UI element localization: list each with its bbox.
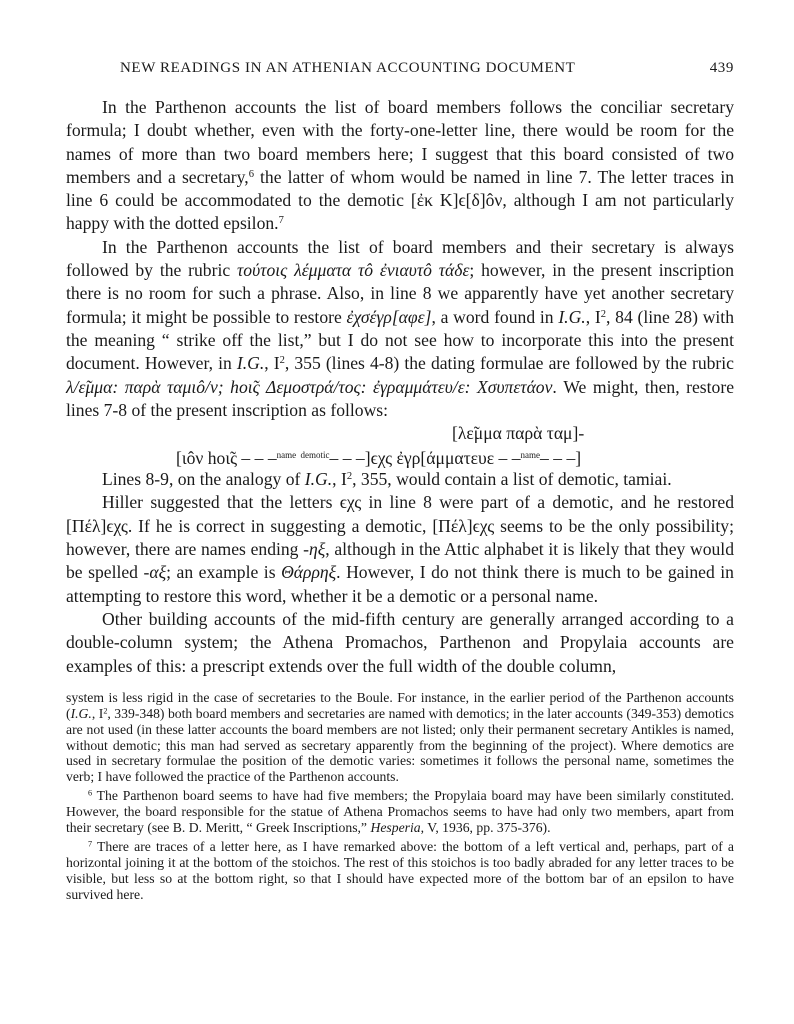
page-number: 439 <box>709 60 734 76</box>
text-run: Hiller suggested that the letters <box>102 492 340 513</box>
greek-restoration: ἐχσέγρ[αφε] <box>346 306 432 327</box>
footnote-ref-7: 7 <box>278 215 284 227</box>
text-run: ; an example is <box>166 562 282 583</box>
superscript: 2 <box>279 355 285 367</box>
main-text <box>66 96 734 678</box>
text-run: . If he is correct in suggesting a demotic, <box>127 515 433 536</box>
text-run: , I <box>332 469 347 490</box>
running-title: NEW READINGS IN AN ATHENIAN ACCOUNTING DOCUMENT <box>120 60 576 76</box>
label-name: name <box>520 450 541 461</box>
footnote-number: 6 <box>88 788 93 798</box>
text-run: , 355 (lines 4-8) the dating formulae are followed by the rubric <box>284 353 734 374</box>
label-name: name <box>276 450 297 461</box>
footnote-6 <box>66 788 734 836</box>
text-run: . We might, then, restore lines 7-8 of the present inscription as follows: <box>66 376 734 420</box>
text-run: in line 8 were part of a demotic, and he restored <box>361 492 735 513</box>
running-header <box>66 60 734 84</box>
footnote-ref-6: 6 <box>248 169 254 181</box>
text-run: . However, I do not think there is much to be gained in attempting to restore this word, whether it be a demotic or a personal name. <box>66 562 734 606</box>
text-run: , a word found in <box>431 306 559 327</box>
text-run: , I <box>91 705 104 721</box>
greek-restoration: [Πέλ]ϵχς <box>66 515 128 536</box>
formula-part: [ιôν hoι̃ς – – – <box>176 448 277 469</box>
text-run: , I <box>585 306 601 327</box>
text-run: seems to be the only possibility; however, there are names ending <box>66 515 734 560</box>
paragraph-2 <box>66 236 734 422</box>
formula-line-2 <box>176 444 581 470</box>
footnotes <box>66 690 734 903</box>
greek-name: Θάρρηξ <box>281 562 337 583</box>
page <box>66 60 734 903</box>
citation-ig: I.G. <box>70 705 92 721</box>
paragraph-1 <box>66 96 734 236</box>
greek-restoration: [Πέλ]ϵχς <box>432 515 495 536</box>
citation-ig: I.G. <box>558 306 586 327</box>
superscript: 2 <box>346 471 353 483</box>
paragraph-4 <box>66 491 734 607</box>
label-demotic: demotic <box>300 450 330 461</box>
footnote-7 <box>66 839 734 903</box>
greek-letters: ϵχς <box>339 492 362 513</box>
formula-part: – – –]ϵχς ἐγρ[άμματευε – – <box>329 448 521 469</box>
paragraph-5 <box>66 608 734 678</box>
superscript: 2 <box>600 308 606 320</box>
restoration-formula <box>66 422 734 468</box>
text-run: , although in the Attic alphabet it is likely that they would be spelled <box>66 539 734 583</box>
text-run: There are traces of a letter here, as I have remarked above: the bottom of a left vertical and, perhaps, part of a horizontal joining it at the bottom of the stoichos. The rest of this stoichos is too badly abraded for any letter traces to be visible, but less so at the bottom right, so that I should have expected more of the bottom bar of an epsilon to have survived here. <box>66 838 734 902</box>
text-run: ; however, in the present inscription there is no room for such a phrase. Also, in line 8 we apparently have yet another secretary formula; it might be possible to restore <box>66 260 734 327</box>
text-run: In the Parthenon accounts the list of board members and their secretary is always followed by the rubric <box>66 236 734 281</box>
citation-ig: I.G. <box>236 353 265 374</box>
greek-ending: -αξ <box>143 562 167 583</box>
text-run: Lines 8-9, on the analogy of <box>102 469 305 490</box>
text-run: , I <box>264 353 280 374</box>
formula-part: – – –] <box>540 448 582 469</box>
footnote-number: 7 <box>88 839 93 849</box>
text-run: system is less rigid in the case of secretaries to the Boule. For instance, in the earlier period of the Parthenon accounts ( <box>66 689 734 721</box>
footnote-continuation <box>66 690 734 785</box>
greek-rubric: λ/ε̃μμα: παρὰ ταμιô/ν; hoι̃ς Δεμοστρά/τος: ἐγραμμάτευ/ε: Χσυπετάον <box>66 376 553 397</box>
text-run: , 339-348) both board members and secretaries are named with demotics; in the later accounts (349-353) demotics are not used (in these latter accounts the board members are not listed; only their permanent secretary Antikles is named, without demotic; this man had served as secretary apparently from the beginning of the project). Where demotics are used in secretary formulae the position of the demotic varies: sometimes it follows the personal name, sometimes the verb; I have followed the practice of the Parthenon accounts. <box>66 705 734 785</box>
formula-line-1: [λε̃μμα παρὰ ταμ]- <box>452 423 585 444</box>
text-run: , 84 (line 28) with the meaning “ strike off the list,” but I do not see how to incorporate this into the present document. However, in <box>66 306 734 374</box>
text-run: In the Parthenon accounts the list of board members follows the conciliar secretary formula; I doubt whether, even with the forty-one-letter line, there would be room for the names of more than two board members here; I suggest that this board consisted of two members and a secretary, <box>66 97 734 187</box>
citation-ig: I.G. <box>304 469 333 490</box>
greek-ending: -ηξ <box>303 539 326 560</box>
superscript: 2 <box>103 706 108 716</box>
paragraph-3 <box>66 468 734 491</box>
journal-title: Hesperia <box>370 820 421 836</box>
text-run: , 355, would contain a list of demotic, tamiai. <box>352 469 672 490</box>
text-run: Other building accounts of the mid-fifth century are generally arranged according to a double-column system; the Athena Promachos, Parthenon and Propylaia accounts are examples of this: a prescript extends over the full width of the double column, <box>66 608 734 676</box>
text-run: , V, 1936, pp. 375-376). <box>420 820 551 836</box>
text-run: the latter of whom would be named in line 7. The letter traces in line 6 could be accommodated to the demotic [ἐκ Κ]ϵ[δ]ôν, although I am not particularly happy with the dotted epsilon. <box>66 166 735 234</box>
text-run: The Parthenon board seems to have had five members; the Propylaia board may have been similarly constituted. However, the board responsible for the statue of Athena Promachos seems to have had only two members, apart from their secretary (see B. D. Meritt, “ Greek Inscriptions,” <box>66 788 734 836</box>
greek-rubric: τούτοις λέμματα τô ἐνιαυτô τάδε <box>237 260 470 281</box>
